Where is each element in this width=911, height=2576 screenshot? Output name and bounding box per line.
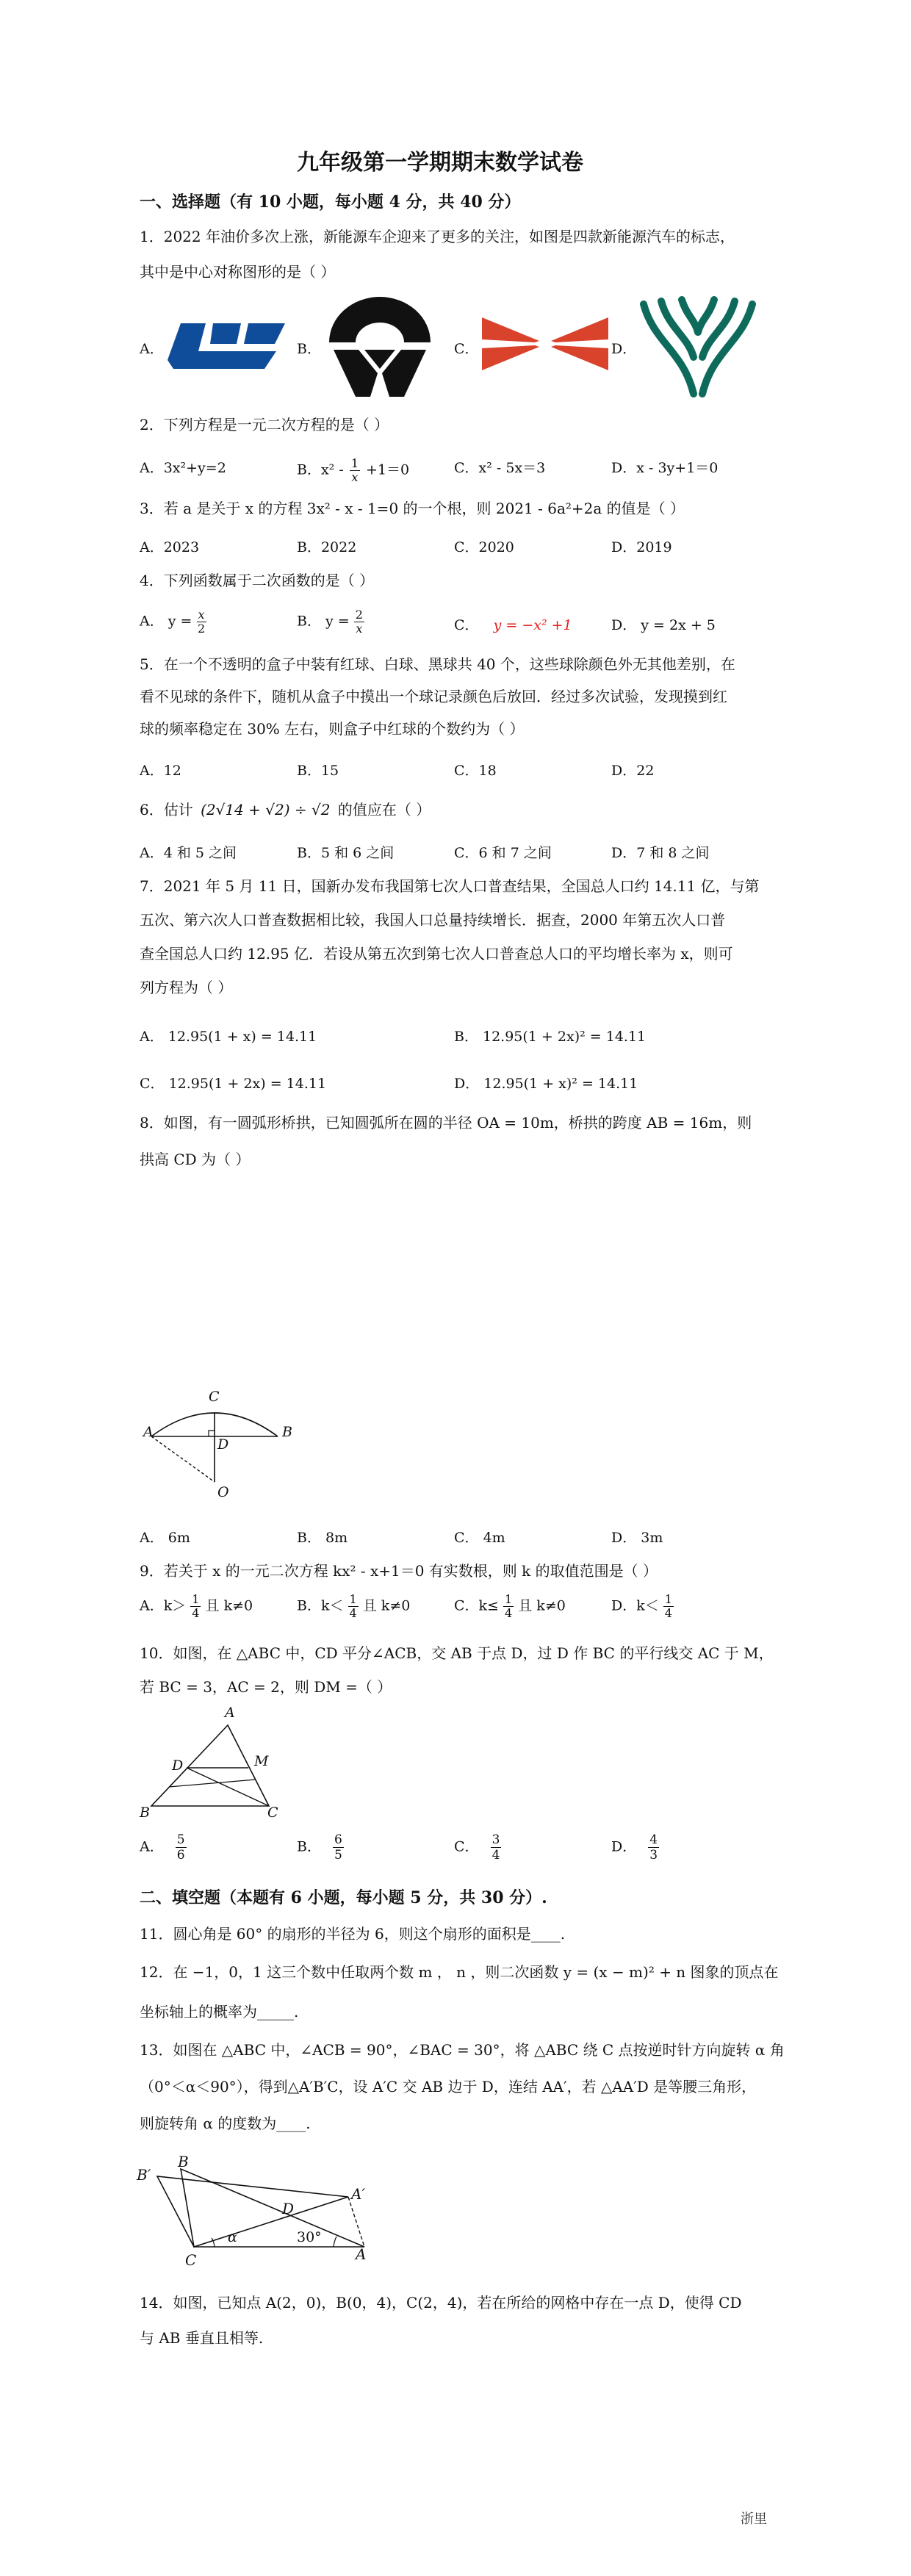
option-c: C．x² - 5x＝3 <box>454 460 546 476</box>
figure-label: C <box>185 2251 197 2269</box>
fraction <box>190 1593 201 1620</box>
figure-label: C <box>209 1389 220 1405</box>
question-text: 查全国总人口约 12.95 亿．若设从第五次到第七次人口普查总人口的平均增长率为 x，则可 <box>140 945 733 963</box>
question-text: 拱高 CD 为（ ） <box>140 1151 251 1168</box>
fraction-denominator: 4 <box>664 1606 672 1620</box>
option-b <box>297 608 364 636</box>
question-text: 5．在一个不透明的盒子中装有红球、白球、黑球共 40 个，这些球除颜色外无其他差别，在 <box>140 655 735 673</box>
page-title: 九年级第一学期期末数学试卷 <box>297 150 583 176</box>
option-c-text: 且 k≠0 <box>518 1597 566 1614</box>
figure-label: A <box>356 2245 367 2263</box>
option-c-label: C． <box>454 617 479 633</box>
option-label: C． <box>454 341 479 357</box>
question-text <box>140 799 431 820</box>
option-a <box>140 1832 187 1863</box>
option-d: D．x - 3y+1＝0 <box>611 460 719 476</box>
fraction-numerator: 1 <box>350 456 359 470</box>
question-text: 则旋转角 α 的度数为____. <box>140 2115 311 2132</box>
option-b-text: B． y = <box>297 613 350 630</box>
figure-label: D <box>217 1436 229 1453</box>
option-a <box>140 1593 253 1620</box>
option-c <box>454 614 572 634</box>
option-a: A．4 和 5 之间 <box>140 845 237 861</box>
fraction-denominator: 3 <box>649 1848 658 1863</box>
option-b-text: +1＝0 <box>366 461 410 478</box>
fraction <box>348 1593 359 1620</box>
figure-label: D <box>172 1757 184 1774</box>
fraction <box>663 1593 674 1620</box>
question-text: 13．如图在 △ABC 中，∠ACB = 90°，∠BAC = 30°，将 △ABC 绕 C 点按逆时针方向旋转 α 角 <box>140 2041 785 2059</box>
option-a: A． 12.95(1 + x) = 14.11 <box>140 1029 317 1045</box>
option-b <box>297 1593 410 1620</box>
fraction-denominator: 5 <box>334 1848 342 1863</box>
option-a <box>140 608 206 636</box>
figure-label: O <box>217 1484 229 1500</box>
question-text: 球的频率稳定在 30% 左右，则盒子中红球的个数约为（ ） <box>140 720 525 738</box>
fraction-denominator: 4 <box>192 1606 200 1620</box>
option-d: D． y = 2x + 5 <box>611 617 716 633</box>
figure-label: 30° <box>297 2229 322 2245</box>
option-label: D． <box>611 341 637 357</box>
fraction-denominator: x <box>351 470 359 484</box>
option-label: D． <box>611 1838 637 1855</box>
option-b: B．5 和 6 之间 <box>297 845 395 861</box>
question-text: 2．下列方程是一元二次方程的是（ ） <box>140 416 389 433</box>
fraction-numerator: 4 <box>649 1832 658 1847</box>
fraction <box>176 1832 187 1863</box>
car-logo-b-image <box>326 297 433 397</box>
question-text: 看不见球的条件下，随机从盒子中摸出一个球记录颜色后放回．经过多次试验，发现摸到红 <box>140 688 727 705</box>
option-c: C．18 <box>454 763 497 779</box>
option-d: D．7 和 8 之间 <box>611 845 710 861</box>
question-text-part: 的值应在（ ） <box>337 801 431 819</box>
fraction-denominator: 4 <box>491 1848 500 1863</box>
option-c-text: C．k≤ <box>454 1597 499 1614</box>
option-d: D．22 <box>611 763 655 779</box>
option-label: B． <box>297 1838 321 1855</box>
option-b: B．2022 <box>297 539 357 555</box>
question-text: 12．在 −1，0，1 这三个数中任取两个数 m ， n ，则二次函数 y = (x − m)² + n 图象的顶点在 <box>140 1963 779 1981</box>
option-d: D．2019 <box>611 539 672 555</box>
option-label: A． <box>140 1838 164 1855</box>
fraction-denominator: 2 <box>197 622 206 636</box>
question-text: 与 AB 垂直且相等. <box>140 2329 264 2347</box>
fraction-numerator: 6 <box>334 1832 342 1847</box>
option-a-text: A．k＞ <box>140 1597 187 1614</box>
fraction <box>197 608 206 636</box>
figure-label: C <box>267 1805 278 1821</box>
fraction-numerator: 1 <box>505 1592 513 1606</box>
question-text: 其中是中心对称图形的是（ ） <box>140 263 336 281</box>
page-footer: 浙里 <box>741 2511 767 2527</box>
option-a: A．12 <box>140 763 181 779</box>
option-b: B． 12.95(1 + 2x)² = 14.11 <box>454 1029 647 1045</box>
figure-label: B <box>178 2153 189 2170</box>
option-d: D． 12.95(1 + x)² = 14.11 <box>454 1076 638 1092</box>
fraction <box>333 1832 344 1863</box>
fraction-denominator: 4 <box>505 1606 513 1620</box>
option-label: A． <box>140 341 164 357</box>
fraction-denominator: 4 <box>349 1606 357 1620</box>
question-text: 14．如图，已知点 A(2，0)，B(0，4)，C(2，4)，若在所给的网格中存在一点 D，使得 CD <box>140 2294 742 2311</box>
option-c-expression: y = −x² +1 <box>493 617 572 633</box>
fraction <box>503 1593 514 1620</box>
fraction-denominator: x <box>356 622 363 636</box>
option-c: C． 4m <box>454 1530 505 1546</box>
question-text: 3．若 a 是关于 x 的方程 3x² - x - 1=0 的一个根，则 2021 - 6a²+2a 的值是（ ） <box>140 500 685 517</box>
car-logo-d-image <box>639 298 757 397</box>
option-a: A． 6m <box>140 1530 190 1546</box>
figure-label: M <box>254 1753 269 1769</box>
question-text: 坐标轴上的概率为_____. <box>140 2003 299 2021</box>
option-a: A．2023 <box>140 539 200 555</box>
fraction-numerator: 3 <box>491 1832 500 1847</box>
fraction-numerator: 1 <box>664 1592 672 1606</box>
fraction <box>354 608 364 636</box>
fraction <box>350 457 360 484</box>
option-d-text: D．k＜ <box>611 1597 659 1614</box>
option-b-text: B．x² - <box>297 461 344 478</box>
question-text: （0°＜α＜90°），得到△A′B′C，设 A′C 交 AB 边于 D，连结 AA′，若 △AA′D 是等腰三角形， <box>140 2078 757 2095</box>
option-b: B． 8m <box>297 1530 348 1546</box>
math-expression: (2√14 + √2) ÷ √2 <box>201 801 331 819</box>
figure-label: A′ <box>351 2185 365 2203</box>
option-a-text: 且 k≠0 <box>205 1597 253 1614</box>
figure-label: B <box>282 1424 292 1440</box>
option-a-text: A． y = <box>140 613 192 630</box>
question-text: 1．2022 年油价多次上涨，新能源车企迎来了更多的关注，如图是四款新能源汽车的标志， <box>140 228 735 245</box>
question-text: 7．2021 年 5 月 11 日，国新办发布我国第七次人口普查结果，全国总人口约 14.11 亿，与第 <box>140 877 760 895</box>
figure-label: A <box>143 1424 154 1440</box>
question-text: 4．下列函数属于二次函数的是（ ） <box>140 572 375 589</box>
option-b-text: B．k＜ <box>297 1597 344 1614</box>
fraction-numerator: 1 <box>192 1592 200 1606</box>
fraction <box>648 1832 659 1863</box>
question-11: 11．圆心角是 60° 的扇形的半径为 6，则这个扇形的面积是____. <box>140 1925 566 1943</box>
fraction-numerator: 1 <box>349 1592 357 1606</box>
question-text: 9．若关于 x 的一元二次方程 kx² - x+1＝0 有实数根，则 k 的取值范围是（ ） <box>140 1562 658 1580</box>
question-text: 8．如图，有一圆弧形桥拱，已知圆弧所在圆的半径 OA = 10m，桥拱的跨度 AB = 16m，则 <box>140 1114 752 1132</box>
fraction-numerator: 2 <box>355 608 363 622</box>
option-c <box>454 1832 501 1863</box>
figure-label: D <box>282 2200 295 2217</box>
car-logo-c-image <box>482 317 608 370</box>
option-d <box>611 1832 659 1863</box>
fraction <box>491 1832 502 1863</box>
option-c: C．6 和 7 之间 <box>454 845 552 861</box>
option-c <box>454 1593 566 1620</box>
question-text: 五次、第六次人口普查数据相比较，我国人口总量持续增长．据查，2000 年第五次人口普 <box>140 911 726 929</box>
fraction-numerator: x <box>198 608 205 622</box>
option-label: C． <box>454 1838 479 1855</box>
option-b-text: 且 k≠0 <box>362 1597 411 1614</box>
option-a: A．3x²+y=2 <box>140 460 226 476</box>
option-c: C．2020 <box>454 539 514 555</box>
question-text: 若 BC = 3，AC = 2，则 DM =（ ） <box>140 1678 392 1696</box>
question-text: 10．如图，在 △ABC 中，CD 平分∠ACB，交 AB 于点 D，过 D 作 BC 的平行线交 AC 于 M， <box>140 1644 774 1662</box>
option-d: D． 3m <box>611 1530 663 1546</box>
option-b: B．15 <box>297 763 339 779</box>
car-logo-a-image <box>168 323 285 369</box>
figure-label: α <box>228 2229 237 2245</box>
section-heading-fill: 二、填空题（本题有 6 小题，每小题 5 分，共 30 分）. <box>140 1888 547 1907</box>
figure-label: B <box>140 1805 150 1821</box>
option-label: B． <box>297 341 321 357</box>
option-c: C． 12.95(1 + 2x) = 14.11 <box>140 1076 327 1092</box>
question-text: 列方程为（ ） <box>140 979 233 996</box>
option-b <box>297 1832 344 1863</box>
question-text-part: 6．估计 <box>140 801 193 819</box>
option-b <box>297 457 409 484</box>
figure-label: A <box>225 1705 235 1721</box>
section-heading-choice: 一、选择题（有 10 小题，每小题 4 分，共 40 分） <box>140 193 521 212</box>
option-d <box>611 1593 674 1620</box>
fraction-numerator: 5 <box>176 1832 185 1847</box>
figure-label: B′ <box>137 2166 151 2184</box>
rotation-figure <box>144 2160 379 2278</box>
fraction-denominator: 6 <box>176 1848 185 1863</box>
